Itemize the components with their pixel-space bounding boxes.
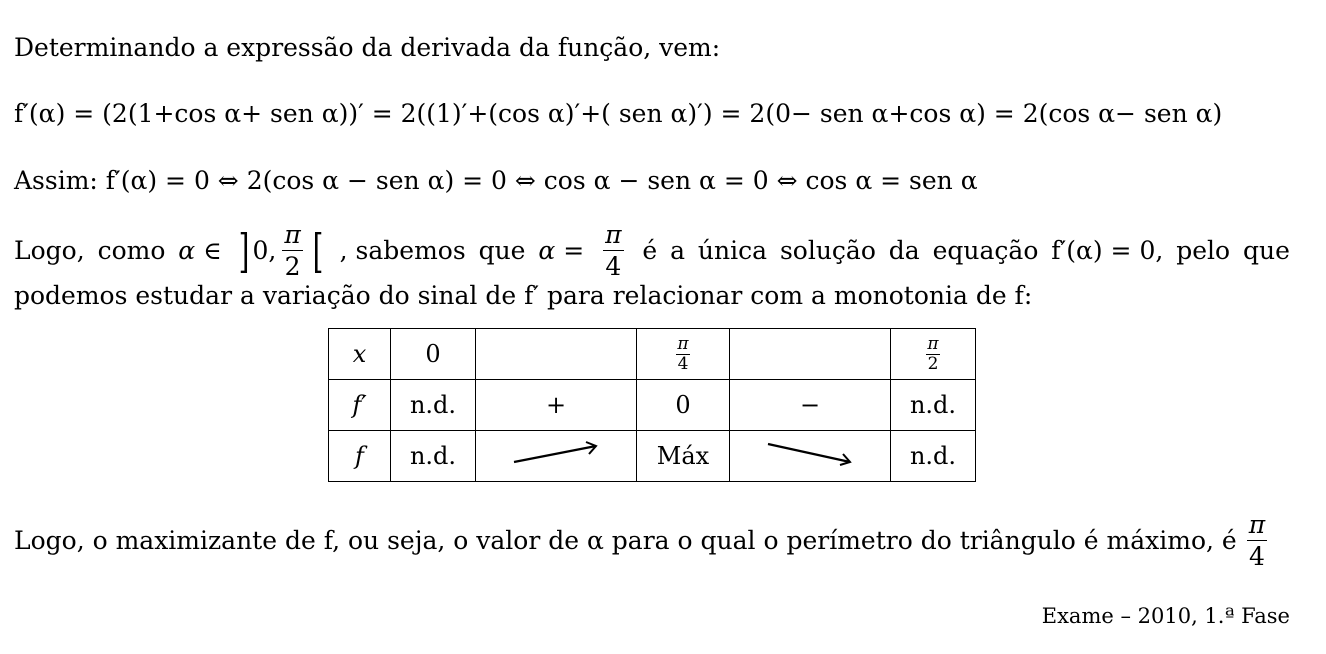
conclusion xyxy=(14,512,1273,569)
table-row-x xyxy=(329,329,976,380)
row-head-f: f xyxy=(329,431,391,482)
table-cell: n.d. xyxy=(891,431,976,482)
frac-denominator: 2 xyxy=(927,353,939,374)
frac-denominator: 4 xyxy=(677,353,689,374)
table-cell xyxy=(730,329,891,380)
word: , sabemos xyxy=(339,235,466,265)
solving-line: Assim: f′(α) = 0 ⇔ 2(cos α − sen α) = 0 ⇔ cos α − sen α = 0 ⇔ cos α = sen α xyxy=(14,166,978,195)
word: Logo, xyxy=(14,235,85,265)
table-cell xyxy=(476,329,637,380)
increasing-arrow-cell xyxy=(476,431,637,482)
intro-text: Determinando a expressão da derivada da função, vem: xyxy=(14,33,721,62)
derivative-zero: f′(α) = 0, xyxy=(1051,235,1164,265)
pi-over-4-fraction xyxy=(603,222,623,279)
variation-table xyxy=(328,328,976,482)
word: como xyxy=(97,235,166,265)
derivative-equation: f′(α) = (2(1+cos α+ sen α))′ = 2((1)′+(cos α)′+( sen α)′) = 2(0− sen α+cos α) = 2(cos α− sen α) xyxy=(14,99,1223,128)
continuation-text: podemos estudar a variação do sinal de f′ para relacionar com a monotonia de f: xyxy=(14,281,1033,310)
alpha-in: α ∈ xyxy=(178,235,222,265)
frac-denominator: 4 xyxy=(605,252,622,281)
table-cell-max: Máx xyxy=(637,431,730,482)
word: que xyxy=(478,235,526,265)
frac-denominator: 4 xyxy=(1248,542,1265,571)
open-bracket: ] xyxy=(238,223,249,278)
alpha-equals: α = xyxy=(538,235,585,265)
table-cell: 0 xyxy=(391,329,476,380)
domain-sentence xyxy=(14,222,1290,279)
increasing-arrow-icon xyxy=(506,438,606,468)
pi-over-2-fraction xyxy=(282,222,302,279)
pi-over-4-fraction xyxy=(676,333,689,374)
close-bracket: [ xyxy=(312,223,324,278)
word: solução xyxy=(779,235,876,265)
conclusion-text: Logo, o maximizante de f, ou seja, o valor de α para o qual o perímetro do triângulo é máximo, é xyxy=(14,525,1237,555)
frac-numerator: π xyxy=(927,333,939,354)
table-cell: n.d. xyxy=(891,380,976,431)
word: a xyxy=(670,235,686,265)
frac-denominator: 2 xyxy=(284,252,301,281)
table-cell-pi-4 xyxy=(637,329,730,380)
table-row-function xyxy=(329,431,976,482)
word: única xyxy=(697,235,768,265)
pi-over-4-fraction xyxy=(1247,512,1267,569)
frac-numerator: π xyxy=(677,333,689,354)
word: equação xyxy=(932,235,1039,265)
interval xyxy=(235,222,327,279)
table-cell: 0 xyxy=(637,380,730,431)
exam-source: Exame – 2010, 1.ª Fase xyxy=(1041,604,1290,628)
interval-start: 0, xyxy=(252,235,277,265)
sign-cell: − xyxy=(730,380,891,431)
word: pelo xyxy=(1176,235,1231,265)
table-row-derivative xyxy=(329,380,976,431)
table-cell: n.d. xyxy=(391,431,476,482)
frac-numerator: π xyxy=(284,220,301,249)
row-head-x: x xyxy=(329,329,391,380)
frac-numerator: π xyxy=(1248,510,1266,539)
word: é xyxy=(642,235,658,265)
word: que xyxy=(1242,235,1290,265)
decreasing-arrow-icon xyxy=(760,438,860,468)
pi-over-2-fraction xyxy=(926,333,939,374)
decreasing-arrow-cell xyxy=(730,431,891,482)
table-cell-pi-2 xyxy=(891,329,976,380)
frac-numerator: π xyxy=(605,220,622,249)
word: da xyxy=(888,235,920,265)
sign-cell: + xyxy=(476,380,637,431)
row-head-f-prime: f′ xyxy=(329,380,391,431)
table-cell: n.d. xyxy=(391,380,476,431)
